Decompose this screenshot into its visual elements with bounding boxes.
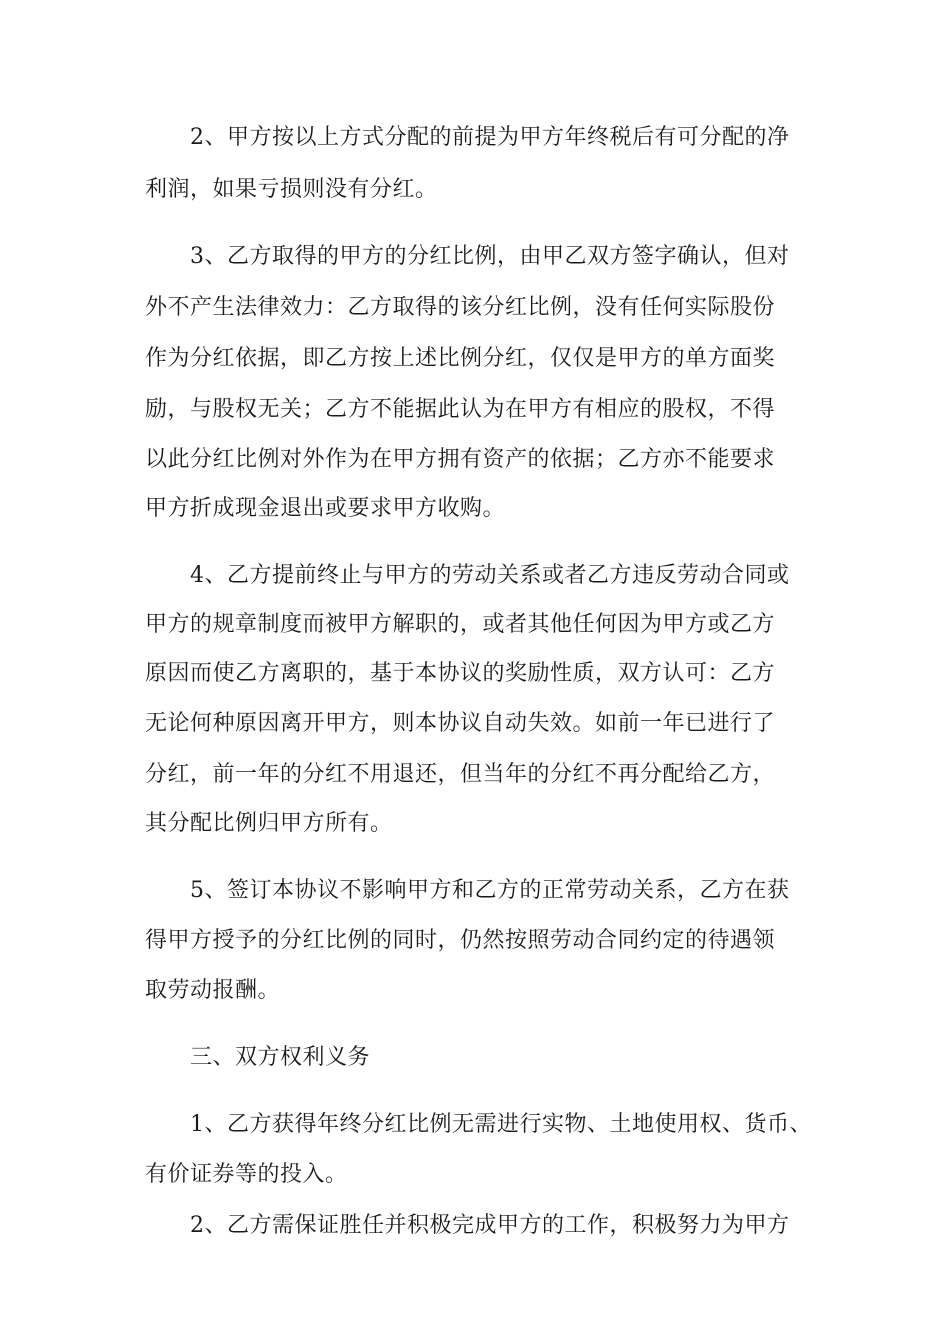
obligation-2-line-1: 2、乙方需保证胜任并积极完成甲方的工作，积极努力为甲方 <box>190 1213 790 1238</box>
paragraph-5-line-2: 得甲方授予的分红比例的同时，仍然按照劳动合同约定的待遇领 <box>145 928 776 953</box>
paragraph-3-line-5: 以此分红比例对外作为在甲方拥有资产的依据；乙方亦不能要求 <box>145 447 776 472</box>
paragraph-4-line-6: 其分配比例归甲方所有。 <box>145 811 393 836</box>
paragraph-5-line-1: 5、签订本协议不影响甲方和乙方的正常劳动关系，乙方在获 <box>190 878 790 903</box>
paragraph-4-line-3: 原因而使乙方离职的，基于本协议的奖励性质，双方认可：乙方 <box>145 661 776 686</box>
obligation-1-line-2: 有价证券等的投入。 <box>145 1162 348 1187</box>
paragraph-4-line-1: 4、乙方提前终止与甲方的劳动关系或者乙方违反劳动合同或 <box>190 563 790 588</box>
paragraph-4-line-2: 甲方的规章制度而被甲方解职的，或者其他任何因为甲方或乙方 <box>145 612 776 637</box>
obligation-1-line-1: 1、乙方获得年终分红比例无需进行实物、土地使用权、货币、 <box>190 1112 812 1137</box>
paragraph-3-line-6: 甲方折成现金退出或要求甲方收购。 <box>145 496 506 521</box>
paragraph-4-line-5: 分红，前一年的分红不用退还，但当年的分红不再分配给乙方， <box>145 762 776 787</box>
paragraph-2-line-1: 2、甲方按以上方式分配的前提为甲方年终税后有可分配的净 <box>190 125 790 150</box>
paragraph-3-line-3: 作为分红依据，即乙方按上述比例分红，仅仅是甲方的单方面奖 <box>145 346 776 371</box>
section-heading: 三、双方权利义务 <box>190 1045 371 1070</box>
paragraph-5-line-3: 取劳动报酬。 <box>145 978 281 1003</box>
paragraph-3-line-1: 3、乙方取得的甲方的分红比例，由甲乙双方签字确认，但对 <box>190 244 790 269</box>
paragraph-2-line-2: 利润，如果亏损则没有分红。 <box>145 177 438 202</box>
paragraph-3-line-4: 励，与股权无关；乙方不能据此认为在甲方有相应的股权，不得 <box>145 397 776 422</box>
paragraph-3-line-2: 外不产生法律效力：乙方取得的该分红比例，没有任何实际股份 <box>145 295 776 320</box>
paragraph-4-line-4: 无论何种原因离开甲方，则本协议自动失效。如前一年已进行了 <box>145 711 776 736</box>
